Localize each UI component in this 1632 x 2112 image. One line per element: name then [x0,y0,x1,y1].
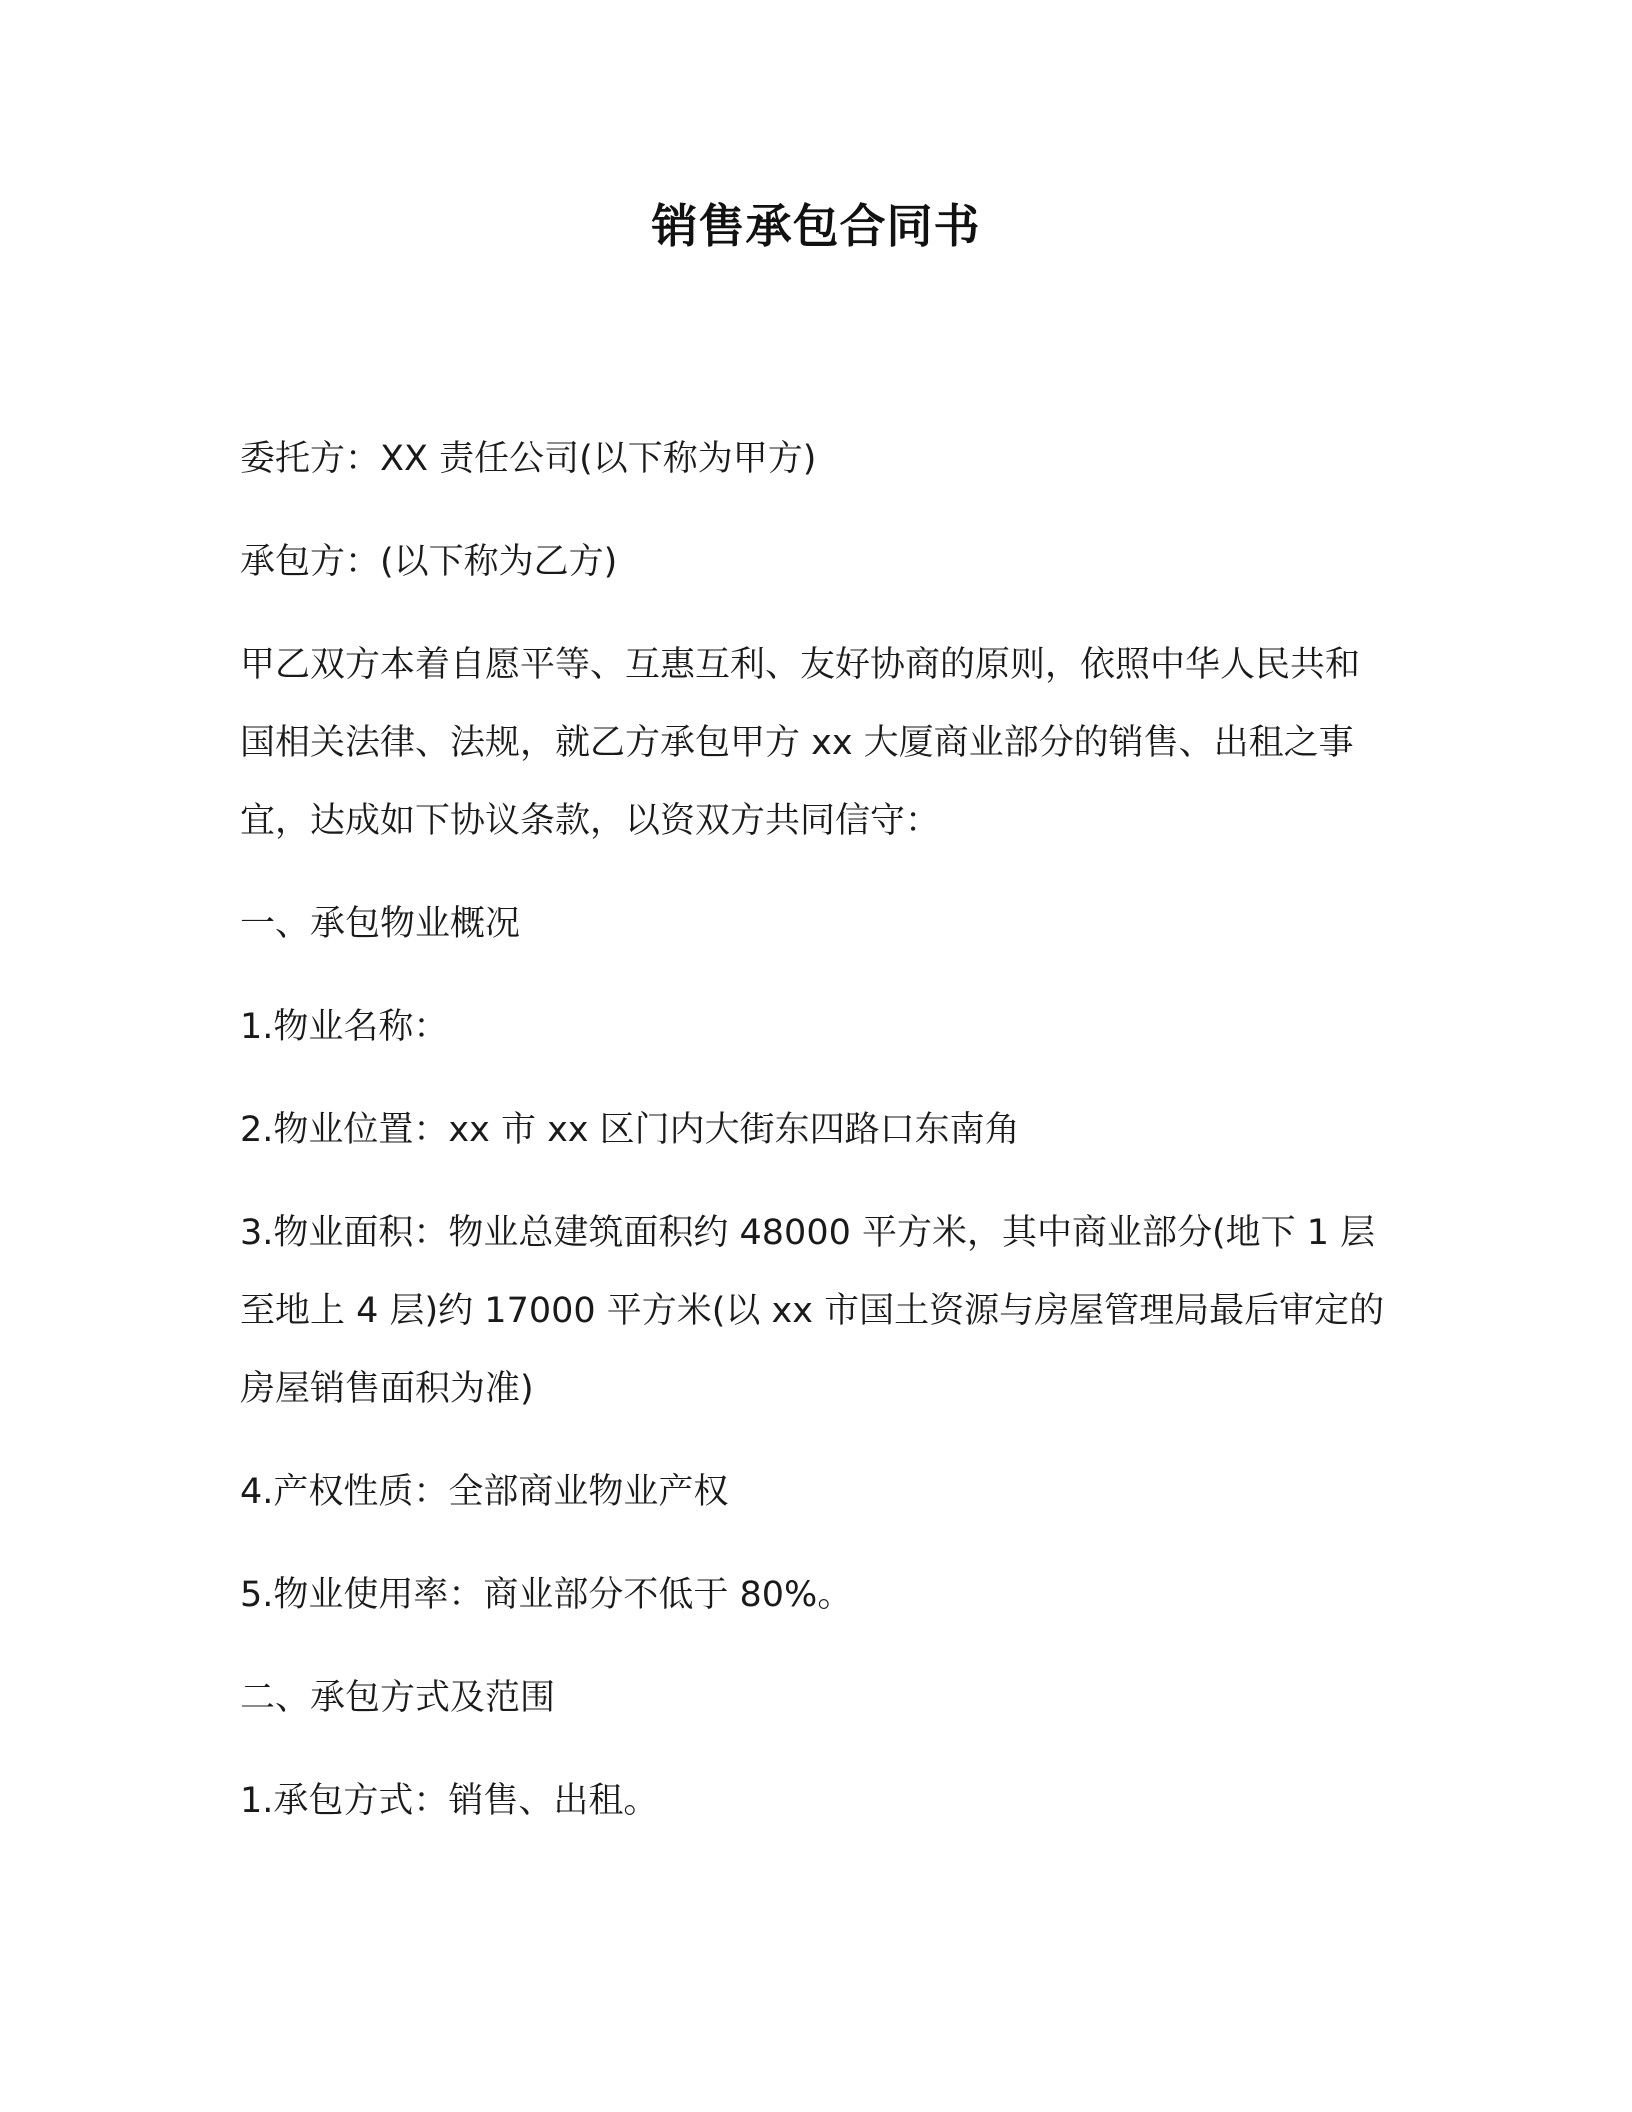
section-heading-1: 一、承包物业概况 [240,904,521,944]
clause-property-location: 2.物业位置：xx 市 xx 区门内大街东四路口东南角 [240,1110,1020,1150]
clause-property-usage-rate: 5.物业使用率：商业部分不低于 80%。 [240,1575,853,1615]
clause-property-name: 1.物业名称： [240,1007,449,1047]
party-b-line: 承包方：(以下称为乙方) [240,542,618,582]
clause-property-rights: 4.产权性质：全部商业物业产权 [240,1472,729,1512]
clause-contract-method: 1.承包方式：销售、出租。 [240,1781,659,1821]
document-title: 销售承包合同书 [651,199,981,253]
preamble-paragraph: 甲乙双方本着自愿平等、互惠互利、友好协商的原则，依照中华人民共和国相关法律、法规，就乙方承包甲方 xx 大厦商业部分的销售、出租之事宜，达成如下协议条款，以资双方共同信守： [240,645,1361,841]
document-body [240,420,1390,1865]
clause-property-area: 3.物业面积：物业总建筑面积约 48000 平方米，其中商业部分(地下 1 层至地上 4 层)约 17000 平方米(以 xx 市国土资源与房屋管理局最后审定的房屋销售面积为准) [240,1213,1385,1409]
section-heading-2: 二、承包方式及范围 [240,1678,556,1718]
party-a-line: 委托方：XX 责任公司(以下称为甲方) [240,439,817,479]
